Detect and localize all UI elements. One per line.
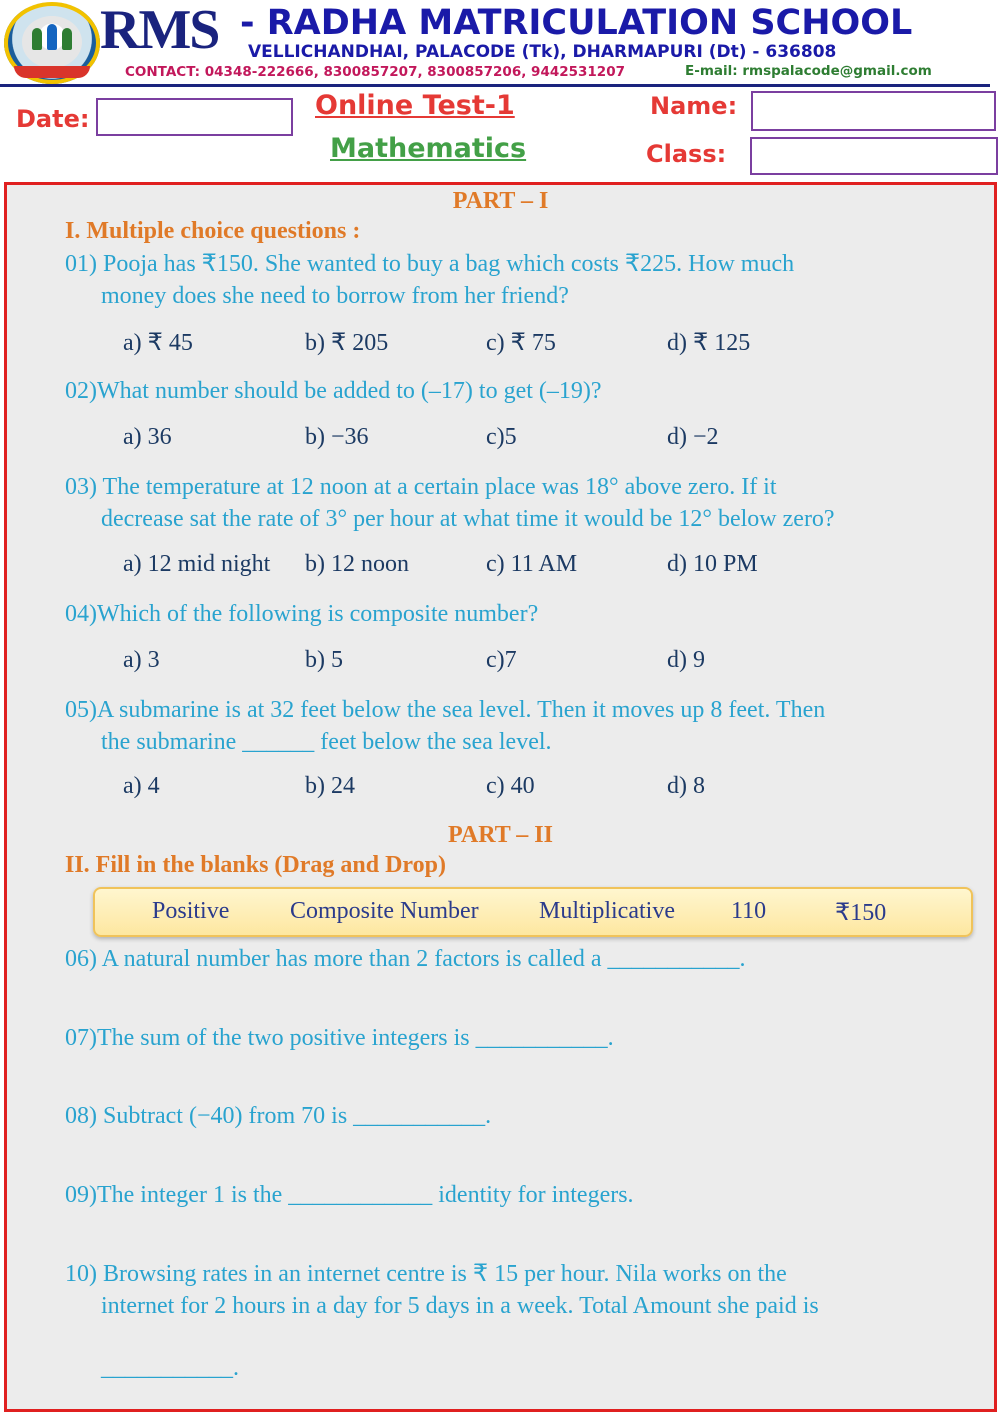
word-bank-item[interactable]: Composite Number <box>290 898 479 924</box>
question-10[interactable]: 10) Browsing rates in an internet centre is ₹ 15 per hour. Nila works on the internet for 2 hours in a day for 5 days in a week. Total Amount she paid is ___________. <box>65 1261 819 1381</box>
q02-option-d[interactable]: d) −2 <box>667 424 719 450</box>
name-label: Name: <box>650 92 738 120</box>
question-07[interactable]: 07)The sum of the two positive integers is ___________. <box>65 1025 614 1051</box>
part1-section-title: I. Multiple choice questions : <box>65 218 361 244</box>
part2-section-title: II. Fill in the blanks (Drag and Drop) <box>65 852 446 878</box>
q04-option-b[interactable]: b) 5 <box>305 647 343 673</box>
question-01: 01) Pooja has ₹150. She wanted to buy a bag which costs ₹225. How much money does she need to borrow from her friend? <box>65 251 795 309</box>
part1-heading: PART – I <box>452 188 549 214</box>
school-contact: CONTACT: 04348-222666, 8300857207, 8300857206, 9442531207 <box>125 64 625 80</box>
q05-option-a[interactable]: a) 4 <box>123 773 160 799</box>
q05-option-d[interactable]: d) 8 <box>667 773 705 799</box>
q02-option-b[interactable]: b) −36 <box>305 424 369 450</box>
word-bank-item[interactable]: 110 <box>731 898 767 924</box>
word-bank <box>93 887 973 937</box>
school-header <box>0 0 1000 86</box>
school-logo-icon <box>4 2 100 84</box>
q01-option-b[interactable]: b) ₹ 205 <box>305 330 389 356</box>
test-title: Online Test-1 <box>315 90 515 121</box>
question-06[interactable]: 06) A natural number has more than 2 factors is called a ___________. <box>65 946 746 972</box>
question-09[interactable]: 09)The integer 1 is the ____________ identity for integers. <box>65 1182 634 1208</box>
header-divider <box>0 84 990 87</box>
q04-option-a[interactable]: a) 3 <box>123 647 160 673</box>
word-bank-item[interactable]: Positive <box>152 898 230 924</box>
question-03: 03) The temperature at 12 noon at a certain place was 18° above zero. If it decrease sat the rate of 3° per hour at what time it would be 12° below zero? <box>65 474 835 532</box>
q05-option-c[interactable]: c) 40 <box>486 773 535 799</box>
q03-option-a[interactable]: a) 12 mid night <box>123 551 271 577</box>
word-bank-item[interactable]: Multiplicative <box>539 898 675 924</box>
q03-option-b[interactable]: b) 12 noon <box>305 551 409 577</box>
brand-mark: RMS <box>100 0 219 61</box>
class-label: Class: <box>646 140 727 168</box>
part2-heading: PART – II <box>448 822 553 848</box>
date-label: Date: <box>16 105 90 133</box>
q01-option-d[interactable]: d) ₹ 125 <box>667 330 751 356</box>
q01-option-a[interactable]: a) ₹ 45 <box>123 330 193 356</box>
school-address: VELLICHANDHAI, PALACODE (Tk), DHARMAPURI (Dt) - 636808 <box>248 42 837 62</box>
q05-option-b[interactable]: b) 24 <box>305 773 355 799</box>
question-02: 02)What number should be added to (–17) to get (–19)? <box>65 378 602 404</box>
name-field[interactable] <box>751 91 996 131</box>
class-field[interactable] <box>750 137 998 175</box>
school-name: - RADHA MATRICULATION SCHOOL <box>240 3 913 43</box>
question-04: 04)Which of the following is composite number? <box>65 601 539 627</box>
q03-option-d[interactable]: d) 10 PM <box>667 551 758 577</box>
q02-option-a[interactable]: a) 36 <box>123 424 172 450</box>
q04-option-d[interactable]: d) 9 <box>667 647 705 673</box>
q03-option-c[interactable]: c) 11 AM <box>486 551 578 577</box>
q02-option-c[interactable]: c)5 <box>486 424 517 450</box>
word-bank-item[interactable]: ₹150 <box>835 900 887 926</box>
question-08[interactable]: 08) Subtract (−40) from 70 is ___________. <box>65 1103 492 1129</box>
subject-title: Mathematics <box>330 133 527 164</box>
worksheet-frame <box>4 182 997 1412</box>
q04-option-c[interactable]: c)7 <box>486 647 517 673</box>
question-05: 05)A submarine is at 32 feet below the sea level. Then it moves up 8 feet. Then the submarine ______ feet below the sea level. <box>65 697 826 755</box>
date-field[interactable] <box>96 98 293 136</box>
q01-option-c[interactable]: c) ₹ 75 <box>486 330 556 356</box>
school-email: E-mail: rmspalacode@gmail.com <box>685 63 932 79</box>
